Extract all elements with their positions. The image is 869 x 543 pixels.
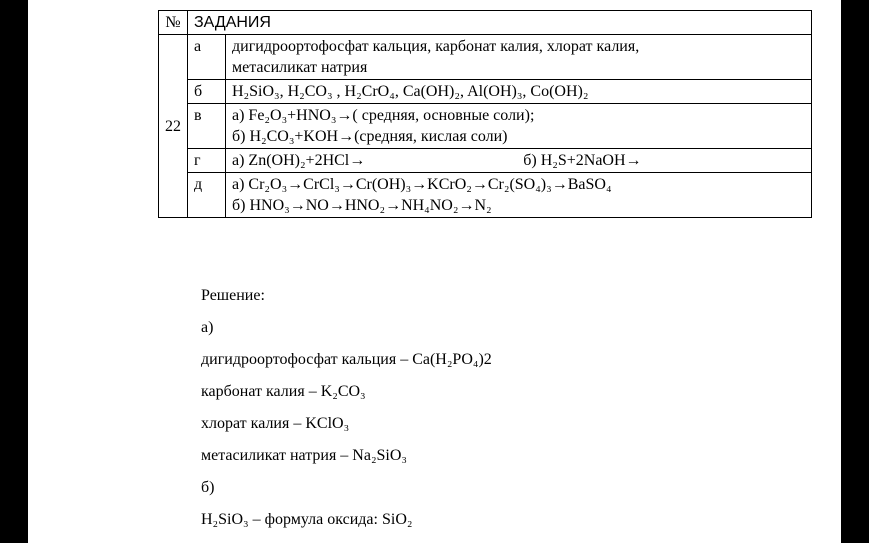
- row-line: метасиликат натрия: [232, 59, 368, 76]
- header-number: №: [159, 11, 188, 35]
- row-content: [226, 149, 812, 173]
- row-letter: б: [188, 80, 226, 104]
- document-page: [28, 0, 841, 543]
- formula: H₂CrO₄: [344, 83, 395, 100]
- formula: H₂SiO₃: [232, 83, 280, 100]
- part-b-label: б): [201, 479, 215, 496]
- tasks-table: [158, 10, 812, 218]
- table-row: [159, 80, 812, 104]
- row-content: [226, 104, 812, 149]
- row-content: [226, 35, 812, 80]
- table-row: [159, 149, 812, 173]
- part-a-label: а): [201, 319, 214, 336]
- solution-line: карбонат калия – K₂CO₃: [201, 383, 366, 400]
- formula: H₂CO₃: [287, 83, 333, 100]
- solution-line: H₂SiO₃ – формула оксида: SiO₂: [201, 511, 413, 528]
- table-row: [159, 35, 812, 80]
- solution-section: [201, 280, 492, 536]
- task-number: 22: [159, 35, 188, 218]
- left-black-margin: [0, 0, 28, 543]
- chain-line: б) HNO₃→NO→HNO₂→NH₄NO₂→N₂: [232, 197, 492, 214]
- reaction-a: а) Zn(OH)₂+2HCl→: [232, 152, 366, 169]
- formula: Al(OH)₃: [467, 83, 523, 100]
- row-line: а) Fe₂O₃+HNO₃→( средняя, основные соли);: [232, 107, 535, 124]
- header-title: ЗАДАНИЯ: [188, 11, 812, 35]
- solution-heading: Решение:: [201, 287, 265, 304]
- row-content: H₂SiO₃, H₂CO₃ , H₂CrO₄, Ca(OH)₂, Al(OH)₃, Co(OH)₂: [226, 80, 812, 104]
- table-header-row: [159, 11, 812, 35]
- row-line: дигидроортофосфат кальция, карбонат калия, хлорат калия,: [232, 38, 640, 55]
- row-content: [226, 173, 812, 218]
- reaction-b: б) H₂S+2NaOH→: [523, 152, 642, 169]
- formula: Ca(OH)₂: [402, 83, 460, 100]
- solution-line: хлорат калия – KClO₃: [201, 415, 350, 432]
- row-letter: в: [188, 104, 226, 149]
- row-letter: д: [188, 173, 226, 218]
- row-letter: г: [188, 149, 226, 173]
- chain-line: а) Cr₂O₃→CrCl₃→Cr(OH)₃→KCrO₂→Cr₂(SO₄)₃→BaSO₄: [232, 176, 612, 193]
- table-row: [159, 104, 812, 149]
- solution-line: дигидроортофосфат кальция – Ca(H₂PO₄)2: [201, 351, 492, 368]
- solution-line: метасиликат натрия – Na₂SiO₃: [201, 447, 408, 464]
- row-letter: а: [188, 35, 226, 80]
- row-line: б) H₂CO₃+KOH→(средняя, кислая соли): [232, 128, 508, 145]
- table-row: [159, 173, 812, 218]
- right-black-margin: [841, 0, 869, 543]
- formula: Co(OH)₂: [530, 83, 589, 100]
